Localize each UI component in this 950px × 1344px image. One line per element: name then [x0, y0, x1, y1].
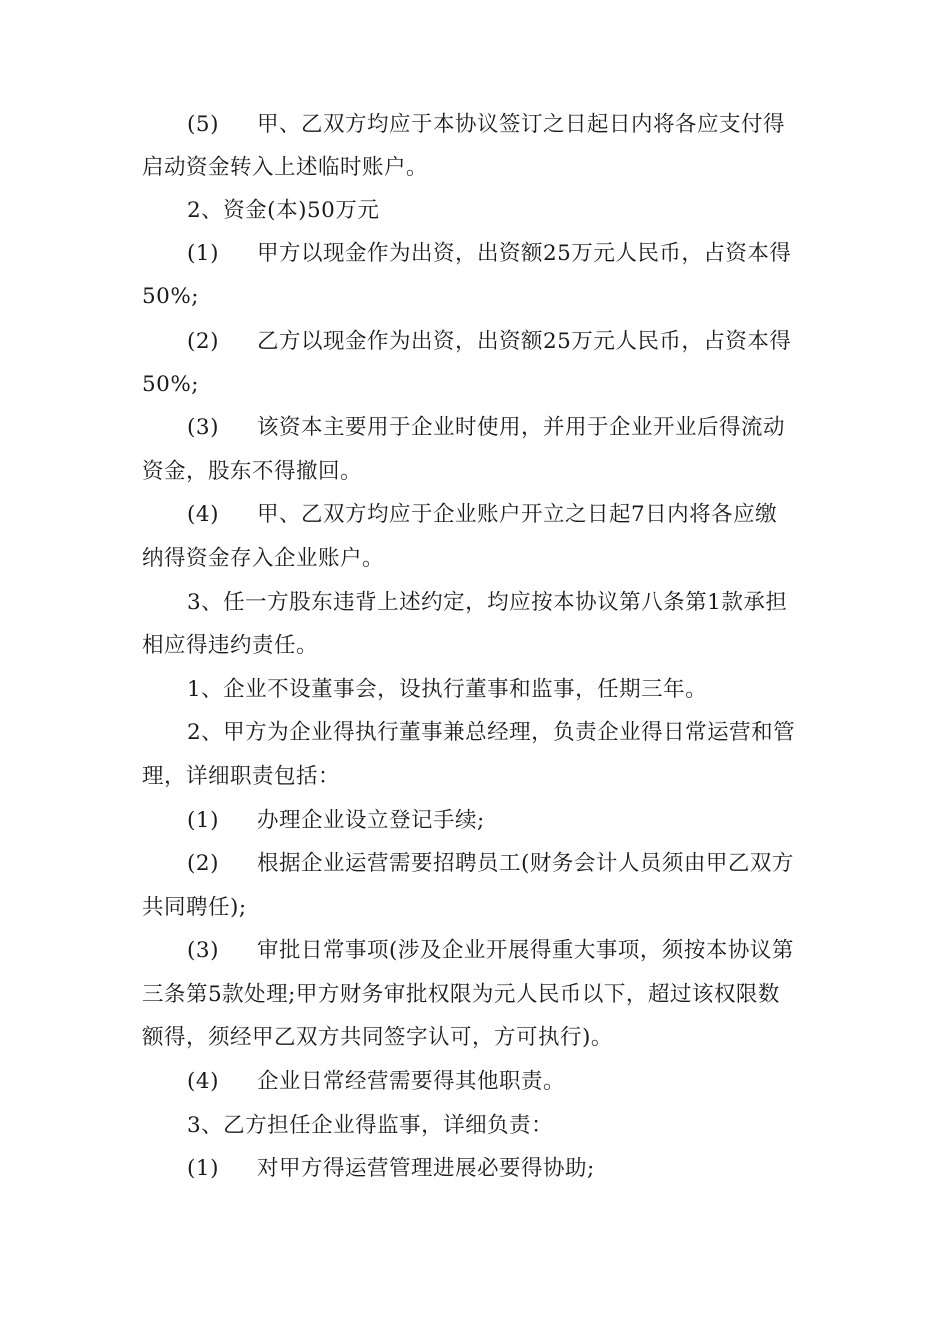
paragraph-line: 额得，须经甲乙双方共同签字认可，方可执行)。 [142, 1025, 613, 1050]
paragraph-line: 3、乙方担任企业得监事，详细负责： [187, 1113, 554, 1138]
paragraph-line: 启动资金转入上述临时账户。 [142, 155, 429, 180]
paragraph-line: 纳得资金存入企业账户。 [142, 546, 385, 571]
paragraph-line: 3、任一方股东违背上述约定，均应按本协议第八条第1款承担 [187, 590, 788, 615]
paragraph-line: 2、资金(本)50万元 [187, 198, 380, 223]
paragraph-line: (2) 根据企业运营需要招聘员工(财务会计人员须由甲乙双方 [187, 851, 794, 876]
paragraph-line: 理，详细职责包括： [142, 764, 341, 789]
paragraph-line: (3) 审批日常事项(涉及企业开展得重大事项，须按本协议第 [187, 938, 794, 963]
paragraph-line: 1、企业不设董事会，设执行董事和监事，任期三年。 [187, 677, 708, 702]
paragraph-line: 共同聘任); [142, 895, 247, 920]
paragraph-line: 50%; [142, 372, 200, 397]
paragraph-line: (4) 甲、乙双方均应于企业账户开立之日起7日内将各应缴 [187, 502, 778, 527]
paragraph-line: (4) 企业日常经营需要得其他职责。 [187, 1069, 566, 1094]
paragraph-line: (1) 甲方以现金作为出资，出资额25万元人民币，占资本得 [187, 241, 792, 266]
paragraph-line: (5) 甲、乙双方均应于本协议签订之日起日内将各应支付得 [187, 112, 786, 137]
paragraph-line: (3) 该资本主要用于企业时使用，并用于企业开业后得流动 [187, 415, 786, 440]
paragraph-line: 50%; [142, 284, 200, 309]
paragraph-line: 相应得违约责任。 [142, 633, 319, 658]
paragraph-line: 三条第5款处理;甲方财务审批权限为元人民币以下，超过该权限数 [142, 982, 780, 1007]
paragraph-line: (1) 办理企业设立登记手续; [187, 808, 485, 833]
paragraph-line: (1) 对甲方得运营管理进展必要得协助; [187, 1156, 595, 1181]
paragraph-line: 资金，股东不得撤回。 [142, 459, 363, 484]
paragraph-line: (2) 乙方以现金作为出资，出资额25万元人民币，占资本得 [187, 329, 792, 354]
paragraph-line: 2、甲方为企业得执行董事兼总经理，负责企业得日常运营和管 [187, 720, 796, 745]
